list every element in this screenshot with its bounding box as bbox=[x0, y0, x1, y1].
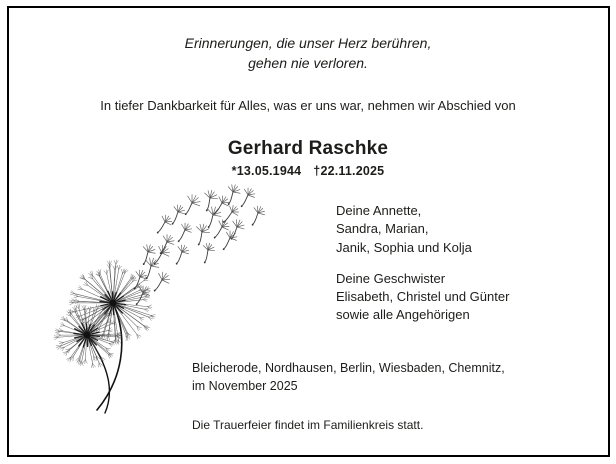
mourner-line: Deine Annette, bbox=[336, 203, 422, 218]
deceased-name: Gerhard Raschke bbox=[227, 138, 389, 159]
birth-date: *13.05.1944 bbox=[231, 164, 302, 178]
mourners-siblings-group bbox=[336, 270, 509, 325]
month-line: im November 2025 bbox=[192, 378, 298, 393]
funeral-note: Die Trauerfeier findet im Familienkreis statt. bbox=[192, 418, 424, 432]
mourner-line: Deine Geschwister bbox=[336, 270, 446, 286]
mourners-list bbox=[336, 202, 509, 325]
places-line: Bleicherode, Nordhausen, Berlin, Wiesbaden, Chemnitz, bbox=[192, 361, 505, 375]
death-date: †22.11.2025 bbox=[313, 164, 385, 178]
intro-line: In tiefer Dankbarkeit für Alles, was er uns war, nehmen wir Abschied von bbox=[100, 98, 516, 113]
memorial-quote bbox=[0, 33, 616, 73]
life-dates bbox=[0, 164, 616, 178]
mourner-line: sowie alle Angehörigen bbox=[336, 307, 470, 323]
mourner-line: Sandra, Marian, bbox=[336, 221, 429, 237]
memorial-quote-line-2: gehen nie verloren. bbox=[248, 55, 368, 71]
dandelion-icon bbox=[48, 178, 318, 423]
mourners-family-group bbox=[336, 202, 509, 257]
mourner-line: Elisabeth, Christel und Günter bbox=[336, 289, 510, 305]
mourner-line: Janik, Sophia und Kolja bbox=[336, 239, 472, 255]
memorial-quote-line-1: Erinnerungen, die unser Herz berühren, bbox=[184, 35, 432, 51]
